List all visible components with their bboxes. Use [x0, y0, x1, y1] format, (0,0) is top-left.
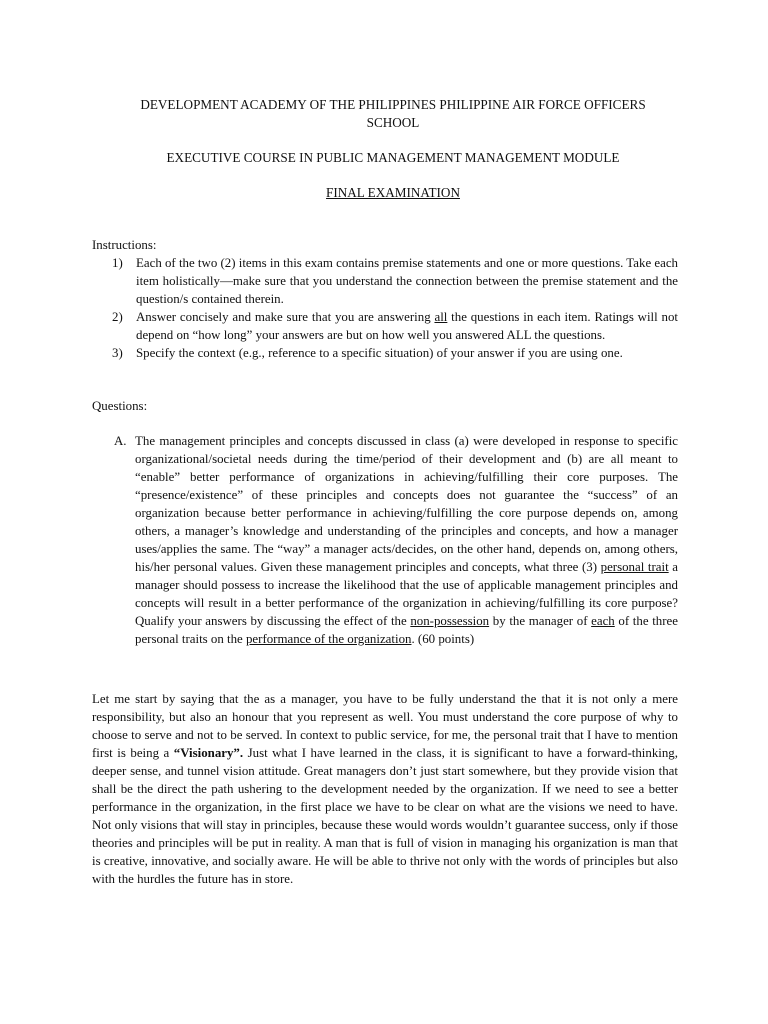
answer-text: Just what I have learned in the class, it is significant to have a forward-thinking, deeper sense, and tunnel vision attitude. Great managers don’t just start somewhere, but they provide vision that shall be the direct the path ushering to the development needed by the organization. If we need to see a better performance in the organization, in the first place we have to be clear on what are the visions we need to have. Not only visions that will stay in principles, because these would words wouldn’t guarantee success, only if those theories and principles will be put in reality. A man that is full of vision in managing his organization is man that is creative, innovative, and socially aware. He will be able to thrive not only with the words of principles but also with the hurdles the future has in store. [92, 746, 678, 886]
instruction-number: 3) [112, 346, 123, 360]
emphasis-each: each [591, 614, 615, 628]
instruction-text: Each of the two (2) items in this exam contains premise statements and one or more questions. Take each item holistically—make sure that you understand the connection between the premise statement and the question/s contained therein. [136, 256, 678, 306]
instruction-number: 1) [112, 256, 123, 270]
institution-title-line2: SCHOOL [366, 115, 420, 130]
answer-text: Let me start by saying that the as a manager, you have to be fully understand the that it is not only a mere responsibility, but also an honour that you represent as well. You must understand the core purpose of why to choose to serve and not to be served. In context to public service, for me, the personal trait that I have to mention first is being a [92, 692, 678, 760]
question-text: of the three personal traits on the [135, 614, 678, 646]
exam-title-text: FINAL EXAMINATION [326, 185, 460, 200]
answer-bold-trait: “Visionary”. [173, 746, 244, 760]
instruction-text: the questions in each item. Ratings will not depend on “how long” your answers are but on how well you answered ALL the questions. [136, 310, 678, 342]
answer-paragraph [92, 690, 678, 888]
emphasis-non-possession: non-possession [410, 614, 490, 628]
emphasis-all: all [434, 310, 448, 324]
instructions-heading: Instructions: [92, 238, 157, 252]
instruction-item-3 [92, 344, 678, 362]
instructions-list [92, 254, 678, 362]
questions-heading: Questions: [92, 399, 148, 413]
instruction-number: 2) [112, 310, 123, 324]
emphasis-personal-trait: personal trait [600, 560, 669, 574]
institution-title-line1: DEVELOPMENT ACADEMY OF THE PHILIPPINES PHILIPPINE AIR FORCE OFFICERS [140, 97, 646, 112]
question-text: The management principles and concepts discussed in class (a) were developed in response to specific organizational/societal needs during the time/period of their development and (b) are all meant to “enable” better performance of organizations in achieving/fulfilling their core purposes. The “presence/existence” of these principles and concepts does not guarantee the “success” of an organization because better performance in achieving/fulfilling the core purpose depends on, among others, a manager’s knowledge and understanding of the principles and concepts, and how a manager uses/applies the same. The “way” a manager acts/decides, on the other hand, depends on, among others, his/her personal values. Given these management principles and concepts, what three (3) [135, 434, 678, 574]
emphasis-performance: performance of the organization [245, 632, 412, 646]
question-text: . (60 points) [411, 632, 475, 646]
question-text: a manager should possess to increase the likelihood that the use of applicable management principles and concepts will result in a better performance of the organization in achieving/fulfilling its core purpose? Qualify your answers by discussing the effect of the [135, 560, 678, 628]
instruction-item-2 [92, 308, 678, 344]
exam-title [108, 184, 678, 202]
question-a [114, 432, 678, 648]
course-title: EXECUTIVE COURSE IN PUBLIC MANAGEMENT MANAGEMENT MODULE [166, 150, 620, 165]
instruction-text: Specify the context (e.g., reference to a specific situation) of your answer if you are using one. [136, 346, 623, 360]
question-letter: A. [114, 434, 127, 448]
question-text: by the manager of [489, 614, 592, 628]
instruction-item-1 [92, 254, 678, 308]
instruction-text: Answer concisely and make sure that you are answering [136, 310, 435, 324]
